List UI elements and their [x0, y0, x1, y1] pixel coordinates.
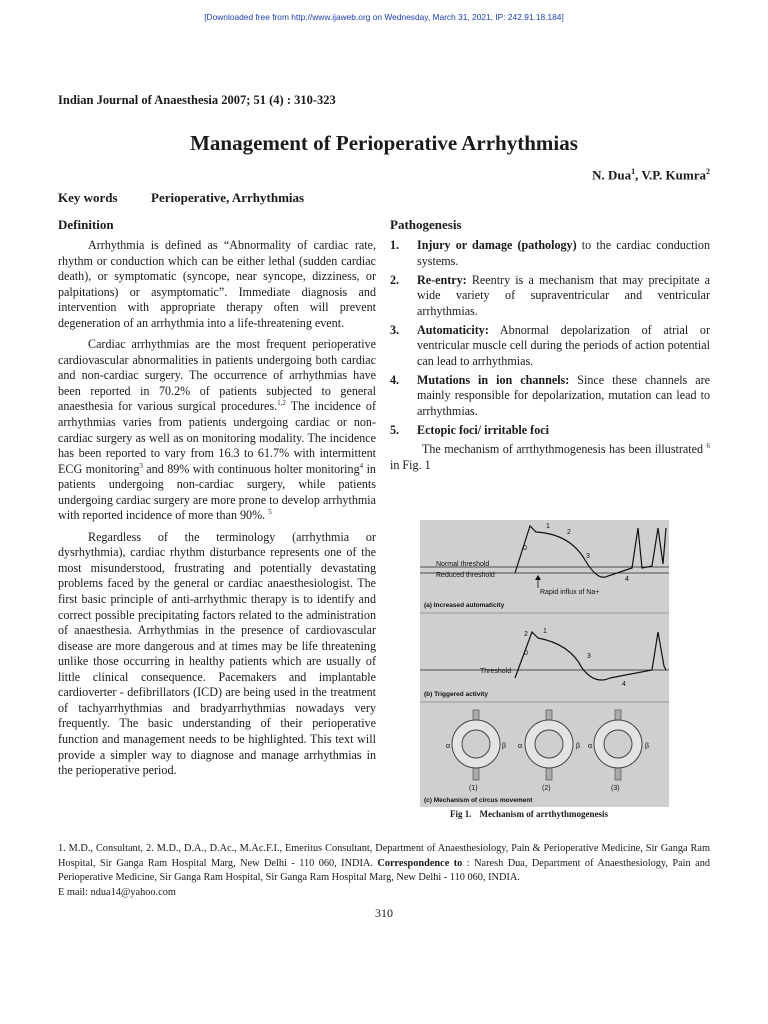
item-text: to the cardiac conduction systems.	[417, 238, 710, 268]
phase-label: 1	[546, 523, 550, 530]
definition-paragraph-1: Arrhythmia is defined as “Abnormality of cardiac rate, rhythm or conduction which can be either lethal (sudden cardiac death), or symptomatic (syncope, near syncope, dizziness, or palpitations) or asymptomatic”. Immediate diagnosis and intervention with appropriate therapy often will prevent degeneration of an arrhythmia into a life-threatening event.	[58, 238, 376, 330]
item-text: Since these channels are mainly responsible for depolarization, mutation can lead to arrhythmias.	[417, 372, 710, 418]
item-term: Automaticity:	[417, 322, 489, 337]
panel-c-title: (c) Mechanism of circus movement	[424, 797, 533, 804]
panel-a-title: (a) Increased automaticity	[424, 602, 505, 609]
phase-label: 4	[625, 576, 629, 583]
paragraph-text: in patients undergoing non-cardiac surgery, while patients undergoing cardiac surgery are more prone to develop arrhythmia with reported incidence of more than 90%.	[58, 461, 376, 523]
footnote-text: : Naresh Dua, Department of Anaesthesiology, Pain and Perioperative Medicine, Sir Ganga Ram Hospital, Sir Ganga Ram Hospital Marg, New Delhi - 110 060, INDIA.	[58, 857, 711, 884]
paragraph-text: in Fig. 1	[390, 457, 431, 472]
ring-label: (1)	[469, 785, 478, 792]
pathogenesis-list	[390, 238, 710, 439]
paragraph-text: The mechanism of arrthythmogenesis has been illustrated	[422, 442, 704, 457]
beta-label: β	[502, 743, 507, 750]
beta-label: β	[645, 743, 650, 750]
email-address: E mail: ndua14@yahoo.com	[58, 886, 176, 898]
caption-text: Mechanism of arrthythmogenesis	[479, 809, 608, 819]
author-separator: ,	[635, 167, 642, 183]
left-column	[58, 238, 376, 785]
item-text: Abnormal depolarization of atrial or ventricular muscle cell during the periods of action potential can lead to arrhythmias.	[417, 322, 710, 368]
list-item	[390, 238, 710, 269]
list-item	[390, 423, 710, 439]
item-text: Reentry is a mechanism that may precipitate a wide variety of supraventricular and ventricular arrhythmias.	[417, 272, 710, 318]
sodium-influx-label: Rapid influx of Na+	[540, 589, 600, 596]
correspondence-label: Correspondence to	[377, 857, 463, 869]
paragraph-text: The incidence of arrhythmias varies from patients undergoing cardiac or non-cardiac surgery as well as on monitoring modality. The incidence has been reported to vary from 16.3 to 61.7% with intermittent ECG monitoring	[58, 399, 376, 476]
ring-stem	[473, 768, 479, 780]
paragraph-text: Cardiac arrhythmias are the most frequent perioperative cardiovascular abnormalities in patients undergoing both cardiac and non-cardiac surgery. The occurrence of arrhythmias have been reported in 70.2% of patients subjected to general anaesthesia for various surgical procedures.	[58, 337, 376, 414]
author-1: N. Dua	[592, 167, 632, 183]
ring-inner	[604, 730, 632, 758]
alpha-label: α	[588, 743, 593, 750]
list-item	[390, 373, 710, 420]
pathogenesis-heading: Pathogenesis	[390, 217, 462, 232]
arrowhead-icon	[535, 575, 541, 580]
ring-label: (2)	[542, 785, 551, 792]
download-banner: [Downloaded free from http://www.ijaweb.org on Wednesday, March 31, 2021, IP: 242.91.18.184]	[204, 12, 564, 22]
item-term: Re-entry:	[417, 272, 467, 287]
ring-stem	[615, 710, 621, 720]
item-number: 1.	[390, 238, 400, 252]
normal-threshold-label: Normal threshold	[436, 561, 490, 568]
author-2: V.P. Kumra	[641, 167, 706, 183]
item-term: Mutations in ion channels:	[417, 372, 570, 387]
author-1-affiliation: 1	[631, 167, 636, 176]
item-number: 5.	[390, 423, 400, 438]
panel-c	[424, 710, 649, 804]
citation-ref: 6	[706, 442, 710, 451]
phase-label: 0	[523, 545, 527, 552]
journal-citation: Indian Journal of Anaesthesia 2007; 51 (4) : 310-323	[58, 93, 336, 107]
affiliation-footnote	[58, 842, 710, 900]
keywords-value: Perioperative, Arrhythmias	[151, 190, 305, 205]
action-potential-trace	[515, 526, 666, 577]
panel-b-title: (b) Triggered activity	[424, 691, 488, 698]
threshold-label: Threshold	[480, 668, 512, 675]
phase-label: 2	[567, 529, 571, 536]
reduced-threshold-label: Reduced threshold	[436, 572, 495, 579]
ring-label: (3)	[611, 785, 620, 792]
item-number: 4.	[390, 372, 400, 387]
citation-ref: 4	[359, 461, 364, 470]
list-item	[390, 273, 710, 320]
phase-label: 3	[586, 553, 590, 560]
figure-caption	[450, 809, 608, 819]
ring-1	[446, 710, 506, 792]
phase-label: 1	[543, 628, 547, 635]
ring-stem	[615, 768, 621, 780]
keywords-label: Key words	[58, 190, 118, 205]
phase-label: 0	[524, 650, 528, 657]
author-2-affiliation: 2	[706, 167, 710, 176]
paragraph-text: and 89% with continuous holter monitoring	[142, 461, 360, 476]
citation-ref: 1,2	[277, 399, 286, 408]
ring-2	[518, 710, 580, 792]
panel-a	[420, 523, 669, 609]
panel-b	[420, 628, 669, 698]
citation-ref: 3	[139, 461, 143, 470]
beta-label: β	[576, 743, 581, 750]
definition-heading: Definition	[58, 217, 114, 232]
ring-stem	[473, 710, 479, 720]
figure-1	[420, 520, 669, 807]
footnote-text: 1. M.D., Consultant, 2. M.D., D.A., D.Ac., M.Ac.F.I., Emeritus Consultant, Department of Anaesthesiology, Pain & Perioperative Medicine, Sir Ganga Ram Hospital, Sir Ganga Ram Hospital Marg, New Delhi - 110 060, INDIA.	[58, 843, 710, 869]
caption-label: Fig 1.	[450, 809, 472, 819]
definition-paragraph-3: Regardless of the terminology (arrhythmia or dysrhythmia), cardiac rhythm disturbance represents one of the most misunderstood, frustrating and potentially devastating problems faced by the general or cardiac anaesthesiologist. The first basic principle of anti-arrhythmic therapy is to identify and correct possible precipitating factors related to the administration of anaesthesia. Arrhythmias in the presence of cardiovascular disease are more dangerous and at times may be life threatening unlike those occurring in healthy patients which are usually of little clinical consequence. Pacemakers and implantable cardioverter - defibrillators (ICD) are being used in the treatment of tachyarrhythmias and bradyarrhythmias nowadays very frequently. The basic understanding of their perioperative function and management needs to be highlighted. This text will provide a simpler way to diagnose and manage arrhythmias in the perioperative period.	[58, 529, 376, 778]
item-term: Injury or damage (pathology)	[417, 238, 577, 252]
article-title: Management of Perioperative Arrhythmias	[190, 131, 578, 155]
ring-inner	[535, 730, 563, 758]
phase-label: 3	[587, 653, 591, 660]
phase-label: 2	[524, 631, 528, 638]
citation-ref: 5	[268, 508, 272, 517]
page-number: 310	[375, 906, 393, 920]
ring-inner	[462, 730, 490, 758]
author-line	[592, 167, 710, 183]
item-term: Ectopic foci/ irritable foci	[417, 423, 549, 438]
item-number: 3.	[390, 322, 400, 337]
ring-stem	[546, 768, 552, 780]
item-number: 2.	[390, 272, 400, 287]
definition-paragraph-2	[58, 337, 376, 524]
ring-stem	[546, 710, 552, 720]
alpha-label: α	[518, 743, 523, 750]
phase-label: 4	[622, 681, 626, 688]
ring-3	[588, 710, 649, 792]
alpha-label: α	[446, 743, 451, 750]
mechanism-paragraph	[390, 442, 710, 473]
right-column	[390, 238, 710, 473]
figure-graphic	[420, 520, 669, 807]
list-item	[390, 323, 710, 370]
